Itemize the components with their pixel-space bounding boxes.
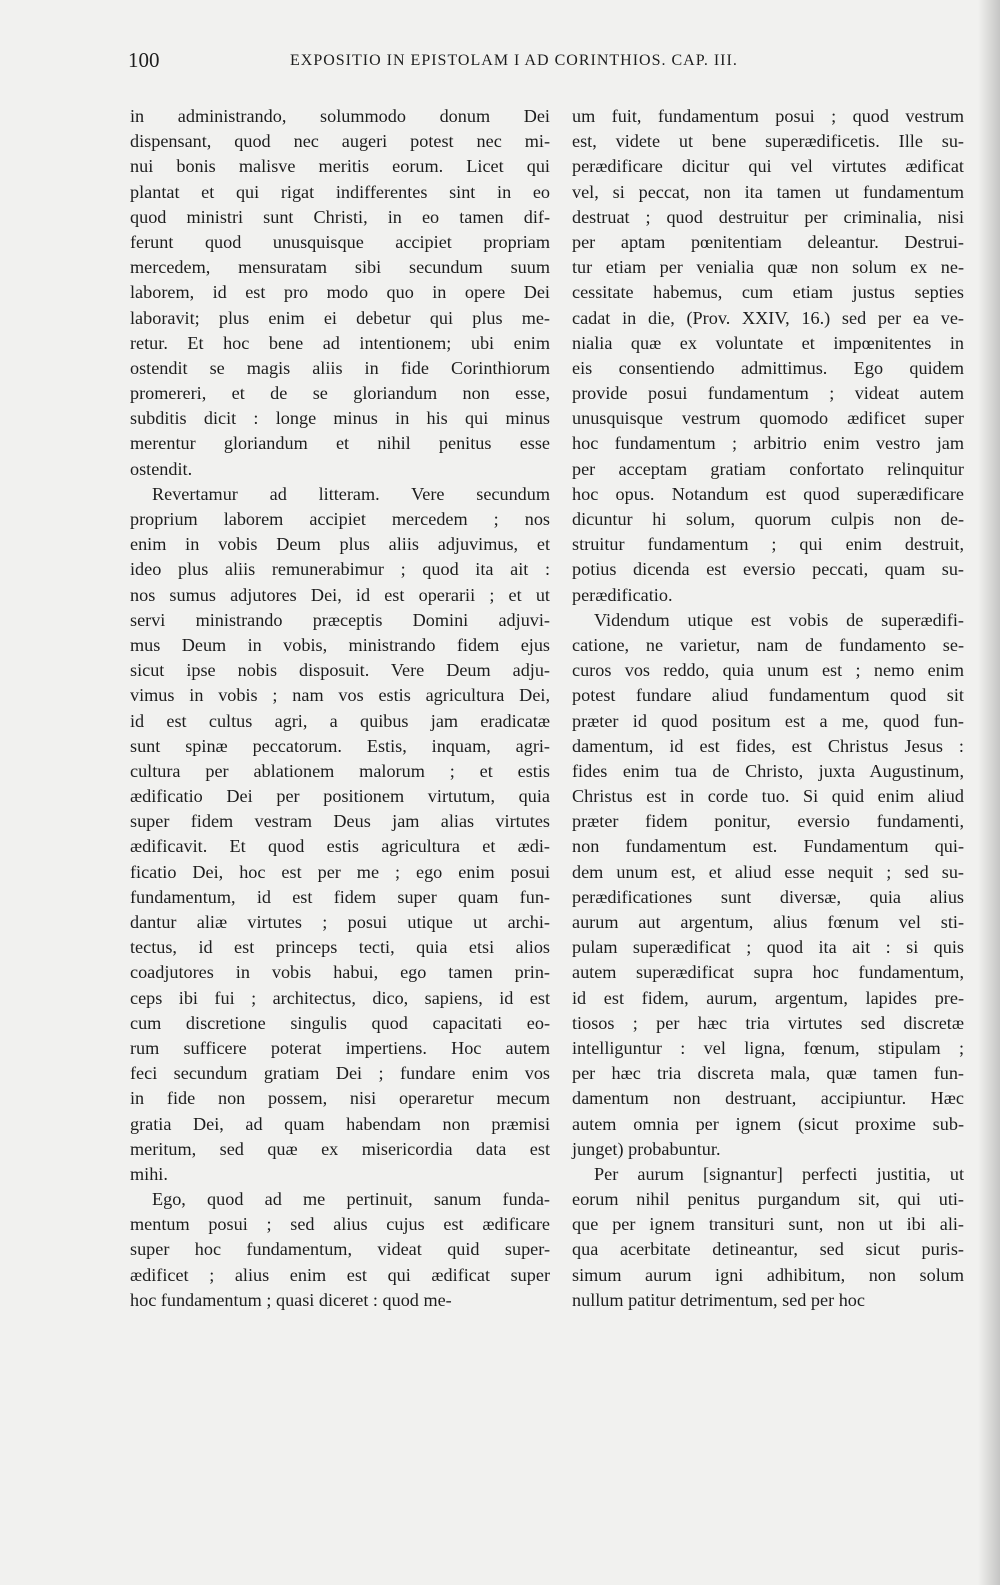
text-line: mercedem, mensuratam sibi secundum suum: [130, 257, 550, 278]
text-line: præter fidem ponitur, eversio fundamenti,: [572, 811, 964, 832]
text-line: ostendit.: [130, 458, 193, 479]
text-line: est, videte ut bene superædificetis. Ille su-: [572, 131, 964, 152]
running-title: EXPOSITIO IN EPISTOLAM I AD CORINTHIOS. CAP. III.: [290, 52, 738, 69]
text-line: feci secundum gratiam Dei ; fundare enim vos: [130, 1063, 550, 1084]
text-line: hoc opus. Notandum est quod superædificare: [572, 483, 964, 504]
text-line: unusquisque vestrum quomodo ædificet super: [572, 408, 964, 429]
text-line: in administrando, solummodo donum Dei: [130, 106, 550, 126]
text-line: id est fidem, aurum, argentum, lapides pre-: [572, 987, 964, 1008]
text-line: ideo plus aliis remunerabimur ; quod ita ait :: [130, 559, 550, 580]
text-line: simum aurum igni adhibitum, non solum: [572, 1264, 964, 1285]
text-line: destruat ; quod destruitur per criminalia, nisi: [572, 206, 964, 227]
text-line: cum discretione singulis quod capacitati eo-: [130, 1012, 550, 1033]
text-line: tectus, id est princeps tecti, quia etsi alios: [130, 937, 550, 958]
binding-shadow: [978, 0, 1000, 1585]
text-line: struitur fundamentum ; qui enim destruit,: [572, 534, 964, 555]
text-line: provide posui fundamentum ; videat autem: [572, 383, 964, 404]
text-line: super fidem vestram Deus jam alias virtutes: [130, 811, 550, 832]
text-line: vel, si peccat, non ita tamen ut fundamentum: [572, 181, 964, 202]
text-line: nullum patitur detrimentum, sed per hoc: [572, 1289, 865, 1310]
text-line: intelliguntur : vel ligna, fœnum, stipulam ;: [572, 1037, 964, 1058]
text-line: eis consentiendo admittimus. Ego quidem: [572, 357, 964, 378]
text-line: nialia quæ ex voluntate et impœnitentes in: [572, 332, 964, 353]
text-line: perædificare dicitur qui vel virtutes ædificat: [572, 156, 964, 177]
text-line: dispensant, quod nec augeri potest nec mi-: [130, 131, 550, 152]
text-line: que per ignem transituri sunt, non ut ibi ali-: [572, 1214, 964, 1235]
text-line: hoc fundamentum ; arbitrio enim vestro jam: [572, 433, 964, 454]
text-line: vimus in vobis ; nam vos estis agricultura Dei,: [130, 685, 550, 706]
text-line: eorum nihil penitus purgandum sit, qui uti-: [572, 1189, 964, 1210]
text-line: damentum non destruant, accipiuntur. Hæc: [572, 1088, 964, 1109]
text-line: autem superædificat supra hoc fundamentum,: [572, 962, 964, 983]
text-line: non fundamentum est. Fundamentum qui-: [572, 836, 964, 857]
text-line: hoc fundamentum ; quasi diceret : quod me-: [130, 1289, 452, 1310]
text-line: cultura per ablationem malorum ; et estis: [130, 760, 550, 781]
text-line: ostendit se magis aliis in fide Corinthiorum: [130, 357, 550, 378]
text-line: Videndum utique est vobis de superædifi-: [594, 609, 964, 630]
text-line: perædificationes sunt diversæ, quia alius: [572, 886, 964, 907]
text-line: rum sufficere poterat impertiens. Hoc autem: [130, 1037, 550, 1058]
text-line: mus Deum in vobis, ministrando fidem ejus: [130, 634, 550, 655]
text-line: junget) probabuntur.: [572, 1138, 721, 1159]
left-text-column: [130, 104, 550, 1313]
text-line: curos vos reddo, quia unum est ; nemo enim: [572, 660, 964, 681]
text-line: mentum posui ; sed alius cujus est ædificare: [130, 1214, 550, 1235]
text-line: potest fundare aliud fundamentum quod sit: [572, 685, 964, 706]
text-line: ceps ibi fui ; architectus, dico, sapiens, id est: [130, 987, 550, 1008]
text-line: ficatio Dei, hoc est per me ; ego enim posui: [130, 861, 550, 882]
text-line: gratia Dei, ad quam habendam non præmisi: [130, 1113, 550, 1134]
text-line: Ego, quod ad me pertinuit, sanum funda-: [152, 1189, 550, 1210]
text-line: laborem, id est pro modo quo in opere Dei: [130, 282, 550, 303]
text-line: qua acerbitate detineantur, sed sicut puris-: [572, 1239, 964, 1260]
text-line: sunt spinæ peccatorum. Estis, inquam, agri-: [130, 735, 550, 756]
text-line: um fuit, fundamentum posui ; quod vestrum: [572, 106, 964, 126]
page-header: [128, 48, 848, 76]
text-line: per acceptam gratiam confortato relinquitur: [572, 458, 964, 479]
text-line: id est cultus agri, a quibus jam eradicatæ: [130, 710, 550, 731]
text-line: meritum, sed quæ ex misericordia data est: [130, 1138, 550, 1159]
text-line: ferunt quod unusquisque accipiet propriam: [130, 231, 550, 252]
text-line: subditis dicit : longe minus in his qui minus: [130, 408, 550, 429]
text-line: plantat et qui rigat indifferentes sint in eo: [130, 181, 550, 202]
text-line: cessitate habemus, cum etiam justus septies: [572, 282, 964, 303]
text-line: promereri, et de se gloriandum non esse,: [130, 383, 550, 404]
text-line: proprium laborem accipiet mercedem ; nos: [130, 509, 550, 529]
text-line: coadjutores in vobis habui, ego tamen prin-: [130, 962, 550, 983]
page-number: 100: [128, 48, 160, 72]
text-line: in fide non possem, nisi operaretur mecum: [130, 1088, 550, 1109]
text-line: dicuntur hi solum, quorum culpis non de-: [572, 509, 964, 529]
text-line: præter id quod positum est a me, quod fun-: [572, 710, 964, 731]
text-line: pulam superædificat ; quod ita ait : si quis: [572, 937, 964, 958]
text-line: enim in vobis Deum plus aliis adjuvimus, et: [130, 534, 550, 555]
text-line: tur etiam per venialia quæ non solum ex ne-: [572, 257, 964, 278]
text-line: ædificavit. Et quod estis agricultura et ædi-: [130, 836, 550, 857]
text-line: per aptam pœnitentiam deleantur. Destrui-: [572, 231, 964, 252]
right-text-column: [572, 104, 964, 1313]
text-line: ædificet ; alius enim est qui ædificat super: [130, 1264, 550, 1285]
text-line: damentum, id est fides, est Christus Jesus :: [572, 735, 964, 756]
text-line: autem omnia per ignem (sicut proxime sub-: [572, 1113, 964, 1134]
text-line: ædificatio Dei per positionem virtutum, quia: [130, 786, 550, 807]
text-line: super hoc fundamentum, videat quid super-: [130, 1239, 550, 1260]
text-line: retur. Et hoc bene ad intentionem; ubi enim: [130, 332, 550, 353]
text-line: servi ministrando præceptis Domini adjuvi-: [130, 609, 550, 630]
text-line: nos sumus adjutores Dei, id est operarii ; et ut: [130, 584, 550, 605]
text-line: nui bonis malisve meritis eorum. Licet qui: [130, 156, 550, 177]
text-line: quod ministri sunt Christi, in eo tamen dif-: [130, 206, 550, 227]
text-line: per hæc tria discreta mala, quæ tamen fun-: [572, 1063, 964, 1084]
text-line: sicut ipse nobis disposuit. Vere Deum adju-: [130, 660, 550, 681]
text-line: Christus est in corde tuo. Si quid enim aliud: [572, 786, 964, 807]
text-line: catione, ne varietur, nam de fundamento se-: [572, 634, 964, 655]
text-line: Per aurum [signantur] perfecti justitia, ut: [594, 1163, 964, 1184]
text-line: fundamentum, id est fidem super quam fun-: [130, 886, 550, 907]
text-line: Revertamur ad litteram. Vere secundum: [152, 483, 550, 504]
text-line: aurum aut argentum, alius fœnum vel sti-: [572, 912, 964, 932]
text-line: dem unum est, et aliud esse nequit ; sed su-: [572, 861, 964, 882]
text-line: fides enim tua de Christo, juxta Augustinum,: [572, 760, 964, 781]
text-line: merentur gloriandum et nihil penitus esse: [130, 433, 550, 454]
text-line: mihi.: [130, 1163, 168, 1184]
text-line: dantur aliæ virtutes ; posui utique ut archi-: [130, 912, 550, 932]
text-line: tiosos ; per hæc tria virtutes sed discretæ: [572, 1012, 964, 1033]
text-line: potius dicenda est eversio peccati, quam su-: [572, 559, 964, 580]
text-line: perædificatio.: [572, 584, 673, 605]
text-line: laboravit; plus enim ei debetur qui plus me-: [130, 307, 550, 328]
text-line: cadat in die, (Prov. XXIV, 16.) sed per ea ve-: [572, 307, 964, 328]
